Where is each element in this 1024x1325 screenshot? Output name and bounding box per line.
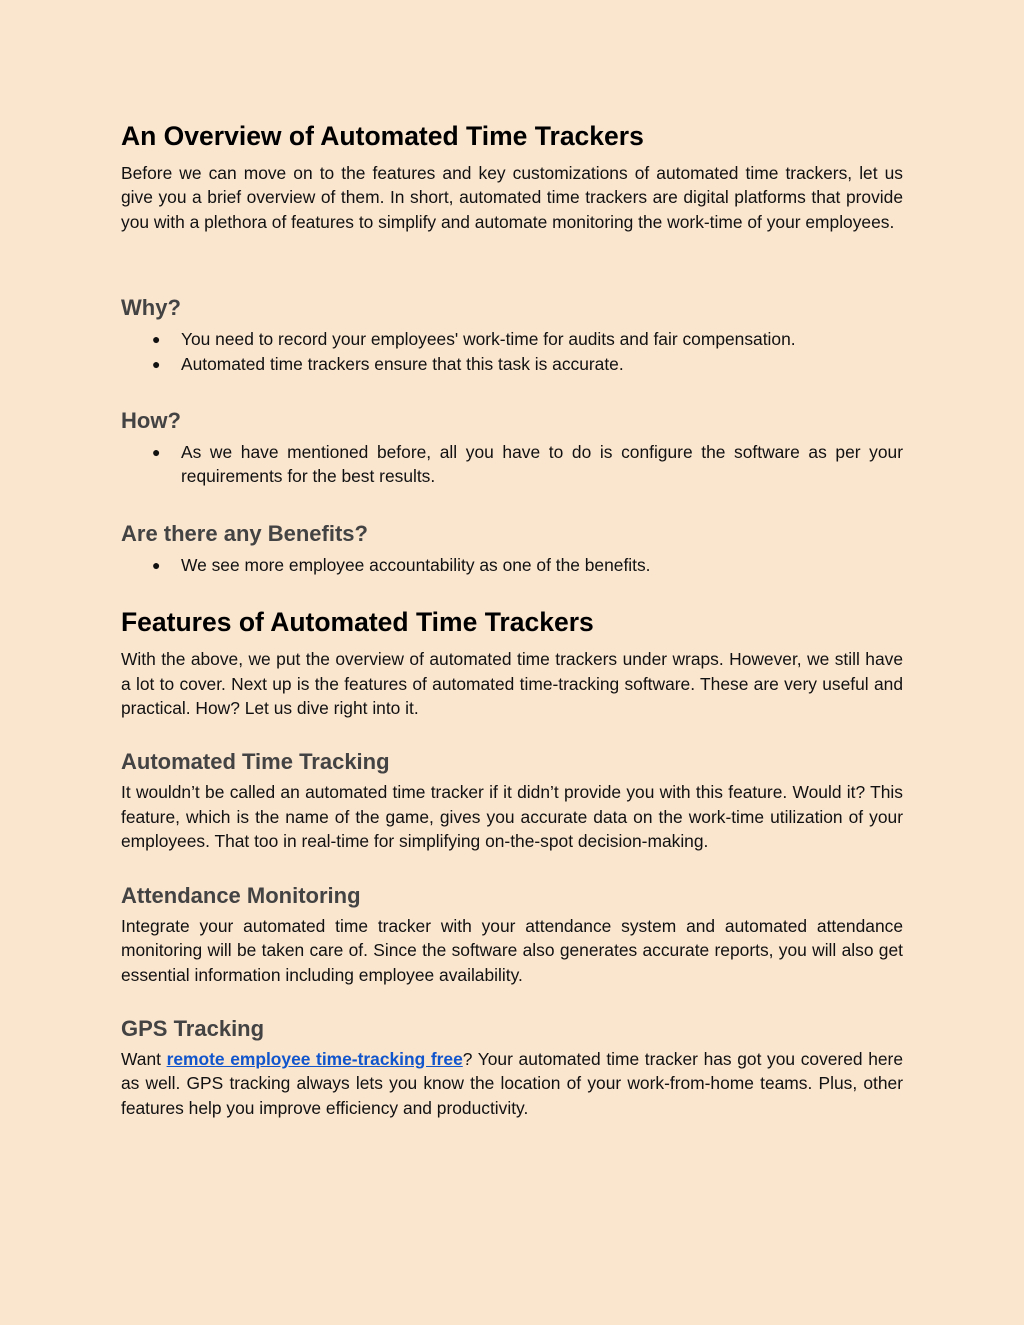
list-item: ● You need to record your employees' work-time for audits and fair compensation. bbox=[121, 327, 903, 351]
gps-heading: GPS Tracking bbox=[121, 1015, 265, 1041]
attendance-paragraph: Integrate your automated time tracker with your attendance system and automated attendance monitoring will be taken care of. Since the software also generates accurate reports, you will also get essential information including employee availability. bbox=[121, 915, 903, 985]
overview-paragraph: Before we can move on to the features and key customizations of automated time trackers, let us give you a brief overview of them. In short, automated time trackers are digital platforms that provide you with a plethora of features to simplify and automate monitoring the work-time of your employees. bbox=[121, 163, 903, 232]
document-content bbox=[121, 117, 903, 1120]
gps-paragraph: Want remote employee time-tracking free? Your automated time tracker has got you covered here as well. GPS tracking always lets you know the location of your work-from-home teams. Plus, other features help you improve efficiency and productivity. bbox=[121, 1048, 904, 1118]
features-paragraph: With the above, we put the overview of automated time trackers under wraps. However, we still have a lot to cover. Next up is the features of automated time-tracking software. These are very useful and practical. How? Let us dive right into it. bbox=[121, 649, 903, 719]
attendance-heading: Attendance Monitoring bbox=[121, 882, 361, 908]
benefits-list bbox=[121, 553, 903, 577]
remote-time-tracking-link[interactable]: remote employee time-tracking free bbox=[166, 1048, 463, 1069]
how-heading: How? bbox=[121, 408, 181, 434]
bullet-icon: ● bbox=[152, 331, 161, 348]
automated-tracking-paragraph: It wouldn’t be called an automated time tracker if it didn’t provide you with this feature. Would it? This feature, which is the name of the game, gives you accurate data on the work-time utilization of your employees. That too in real-time for simplifying on-the-spot decision-making. bbox=[121, 782, 903, 852]
bullet-icon: ● bbox=[152, 444, 161, 461]
benefits-heading: Are there any Benefits? bbox=[121, 520, 368, 546]
list-item: ● We see more employee accountability as one of the benefits. bbox=[121, 553, 903, 577]
why-list bbox=[121, 327, 903, 376]
features-heading: Features of Automated Time Trackers bbox=[121, 607, 594, 638]
bullet-icon: ● bbox=[152, 355, 161, 372]
how-list bbox=[121, 440, 903, 489]
list-item: ● Automated time trackers ensure that this task is accurate. bbox=[121, 352, 903, 376]
overview-heading: An Overview of Automated Time Trackers bbox=[121, 121, 644, 151]
automated-tracking-heading: Automated Time Tracking bbox=[121, 749, 390, 775]
why-heading: Why? bbox=[121, 295, 181, 321]
bullet-icon: ● bbox=[152, 556, 161, 573]
list-item: ● As we have mentioned before, all you have to do is configure the software as per your requirements for the best results. bbox=[152, 442, 903, 487]
